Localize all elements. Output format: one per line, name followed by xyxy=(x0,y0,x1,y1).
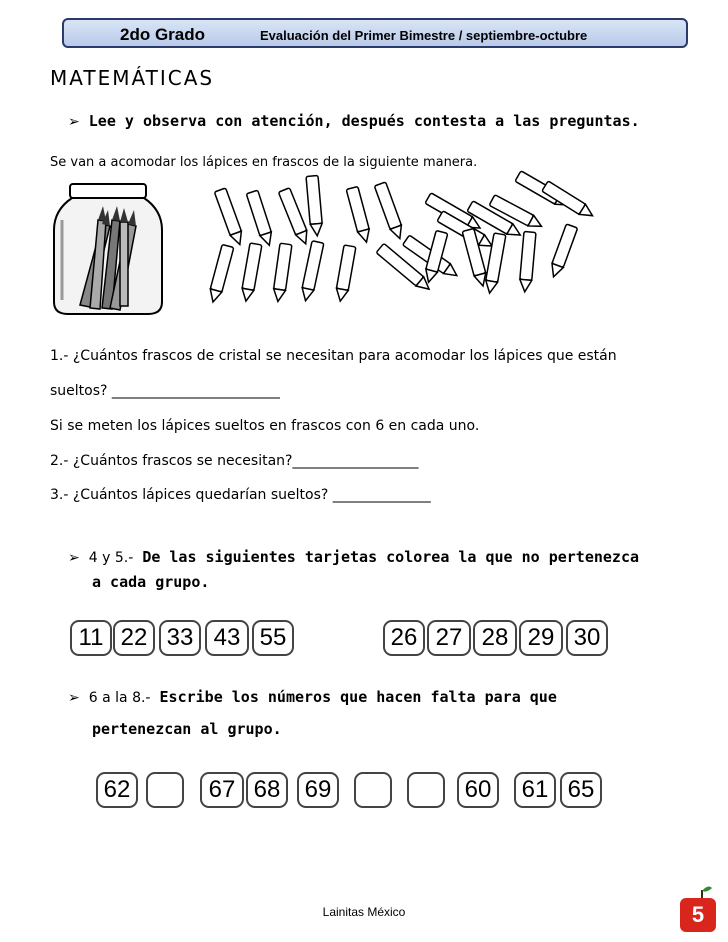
number-card[interactable]: 60 xyxy=(457,772,499,808)
question-1-line-1: 1.- ¿Cuántos frascos de cristal se necesitan para acomodar los lápices que están xyxy=(50,348,617,364)
number-card[interactable]: 27 xyxy=(427,620,471,656)
instruction-1-text: Lee y observa con atención, después contesta a las preguntas. xyxy=(88,112,640,130)
blank-card[interactable] xyxy=(354,772,392,808)
footer-text: Lainitas México xyxy=(322,905,406,919)
statement-text: Si se meten los lápices sueltos en frascos con 6 en cada uno. xyxy=(50,418,480,434)
number-card[interactable]: 43 xyxy=(205,620,249,656)
number-card[interactable]: 28 xyxy=(473,620,517,656)
arrow-bullet-icon: ➢ xyxy=(68,690,80,706)
exam-title: Evaluación del Primer Bimestre / septiembre-octubre xyxy=(260,28,588,43)
number-card[interactable]: 30 xyxy=(566,620,608,656)
section-4-5-instruction xyxy=(68,548,688,566)
number-card[interactable]: 29 xyxy=(519,620,563,656)
blank-card[interactable] xyxy=(146,772,184,808)
section-4-5-text-1: De las siguientes tarjetas colorea la que no pertenezca xyxy=(142,548,640,566)
arrow-bullet-icon: ➢ xyxy=(68,550,80,566)
question-2: 2.- ¿Cuántos frascos se necesitan?__________________ xyxy=(50,453,419,469)
arrow-bullet-icon: ➢ xyxy=(68,114,80,130)
subject-title: MATEMÁTICAS xyxy=(50,66,215,90)
section-4-5-prefix: 4 y 5.- xyxy=(88,550,134,566)
intro-text: Se van a acomodar los lápices en frascos de la siguiente manera. xyxy=(50,155,478,170)
number-card[interactable]: 33 xyxy=(159,620,201,656)
loose-pencils-illustration xyxy=(200,170,600,320)
section-6-8-prefix: 6 a la 8.- xyxy=(88,690,151,706)
number-card[interactable]: 67 xyxy=(200,772,244,808)
number-card[interactable]: 68 xyxy=(246,772,288,808)
number-card[interactable]: 22 xyxy=(113,620,155,656)
number-card[interactable]: 11 xyxy=(70,620,112,656)
number-card[interactable]: 65 xyxy=(560,772,602,808)
jar-with-pencils-illustration xyxy=(50,180,170,320)
grade-label: 2do Grado xyxy=(120,25,206,44)
instruction-1 xyxy=(68,112,640,130)
section-6-8-text-1: Escribe los números que hacen falta para que xyxy=(159,688,557,706)
question-1-line-2: sueltos? ________________________ xyxy=(50,383,280,399)
question-3: 3.- ¿Cuántos lápices quedarían sueltos? ______________ xyxy=(50,487,431,503)
number-card[interactable]: 69 xyxy=(297,772,339,808)
header-banner xyxy=(62,18,688,48)
number-card[interactable]: 26 xyxy=(383,620,425,656)
number-card[interactable]: 55 xyxy=(252,620,294,656)
section-6-8-text-2: pertenezcan al grupo. xyxy=(92,720,282,738)
section-4-5-text-2: a cada grupo. xyxy=(92,573,210,591)
number-card[interactable]: 62 xyxy=(96,772,138,808)
number-card[interactable]: 61 xyxy=(514,772,556,808)
page-number-badge: 5 xyxy=(680,898,716,932)
section-6-8-instruction xyxy=(68,688,688,706)
blank-card[interactable] xyxy=(407,772,445,808)
